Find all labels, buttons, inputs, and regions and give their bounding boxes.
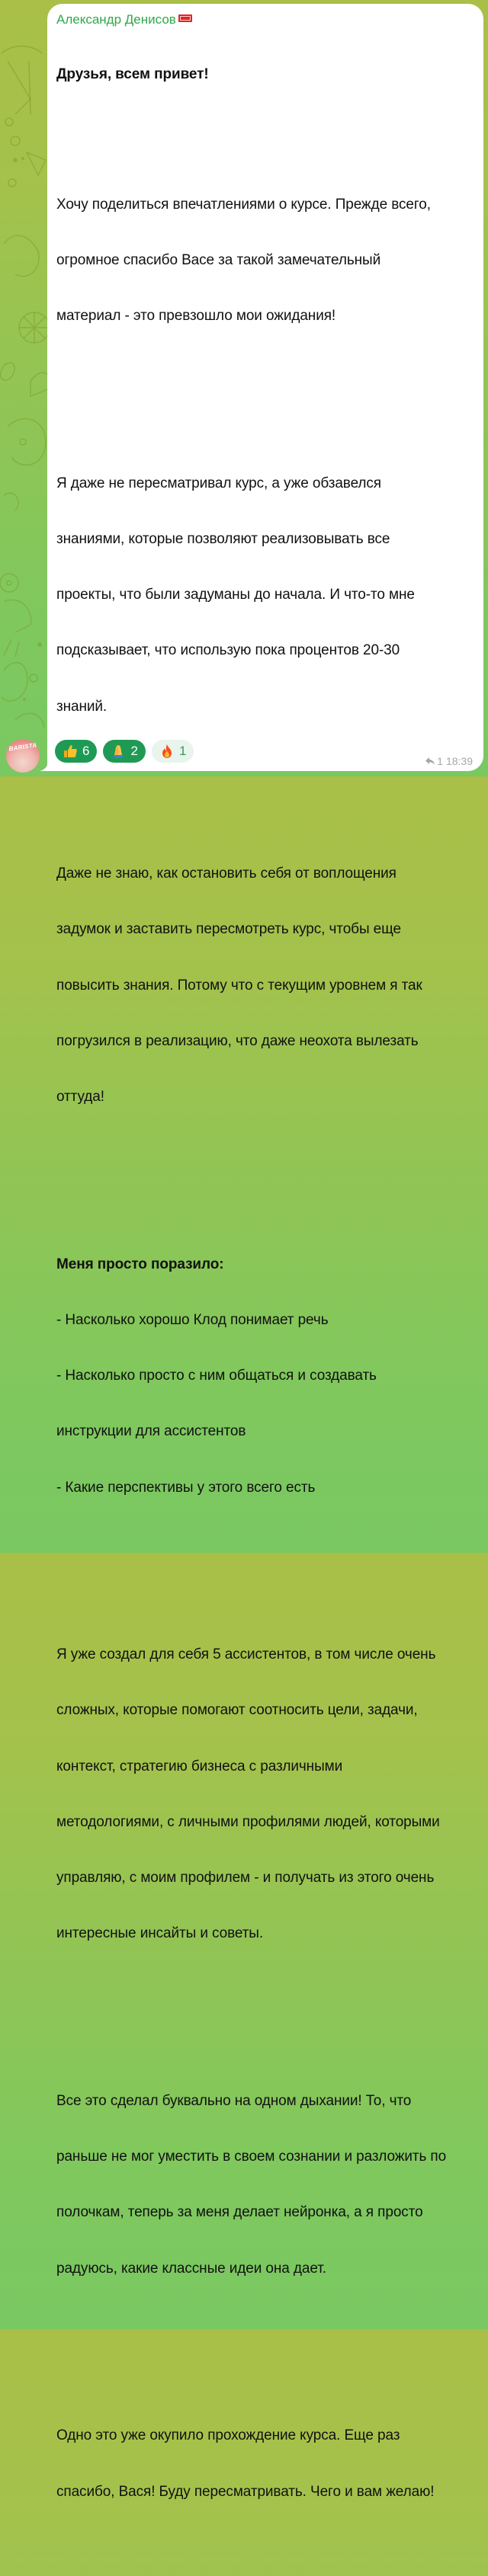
message-meta [425,755,473,767]
text-line: интересные инсайты и советы. [56,1925,264,1942]
message-time: 18:39 [445,755,473,767]
text-line: подсказывает, что использую пока процентов 20-30 [56,642,400,659]
text-line: Все это сделал буквально на одном дыхании! То, что [56,2093,412,2109]
text-line: огромное спасибо Васе за такой замечательный [56,251,381,268]
paragraph-1 [56,158,470,363]
avatar-label: BARISTA [8,741,37,753]
text-line: погрузился в реализацию, что даже неохота вылезать [56,1032,419,1049]
list-item: - Насколько хорошо Клод понимает речь [56,1311,329,1328]
message-text [56,28,470,2576]
paragraph-4 [56,1218,470,1534]
paragraph-7 [56,2389,470,2538]
text-line: методологиями, с личными профилями людей, которыми [56,1813,440,1830]
fire-icon [159,744,175,759]
status-badge [178,14,192,22]
text-line: Даже не знаю, как остановить себя от воплощения [56,866,396,882]
text-line: Хочу поделиться впечатлениями о курсе. Прежде всего, [56,196,431,213]
message-bubble[interactable] [47,4,483,2500]
text-line: спасибо, Вася! Буду пересматривать. Чего и вам желаю! [56,2483,435,2500]
text-line: полочкам, теперь за меня делает нейронка, а я просто [56,2204,423,2221]
text-line: оттуда! [56,1089,104,1106]
list-item: инструкции для ассистентов [56,1423,246,1440]
reaction-folded-hands[interactable] [103,740,145,763]
list-heading: Меня просто поразило: [56,1256,224,1272]
paragraph-3 [56,827,470,1144]
text-line: задумок и заставить пересмотреть курс, чтобы еще [56,921,401,938]
reaction-thumbs-up[interactable] [55,740,97,763]
paragraph-6 [56,2055,470,2315]
text-line: раньше не мог уместить в своем сознании и разложить по [56,2149,447,2165]
text-line: Я уже создал для себя 5 ассистентов, в том числе очень [56,1646,436,1663]
text-line: Одно это уже окупило прохождение курса. Еще раз [56,2427,400,2444]
text-line: материал - это превзошло мои ожидания! [56,308,336,325]
reactions-bar [55,740,194,763]
reaction-count: 2 [130,744,138,758]
text-line: повысить знания. Потому что с текущим уровнем я так [56,977,422,994]
paragraph-5 [56,1608,470,1980]
thumbs-up-icon [63,744,78,759]
reaction-count: 1 [178,744,187,758]
text-line: Я даже не пересматривал курс, а уже обзавелся [56,475,381,491]
reply-icon[interactable] [425,757,435,766]
text-line: проекты, что были задуманы до начала. И что-то мне [56,587,415,603]
text-line: знаниями, которые позволяют реализовывать все [56,530,390,547]
text-line: контекст, стратегию бизнеса с различными [56,1758,343,1774]
avatar[interactable] [6,739,40,773]
text-line: знаний. [56,698,108,715]
reply-count[interactable]: 1 [437,755,443,767]
reaction-fire[interactable] [152,740,194,763]
greeting: Друзья, всем привет! [56,66,209,82]
text-line: управляю, с моим профилем - и получать из этого очень [56,1870,435,1886]
text-line: радуюсь, какие классные идеи она дает. [56,2260,326,2277]
folded-hands-icon [111,744,126,759]
paragraph-2 [56,437,470,754]
list-item: - Насколько просто с ним общаться и создавать [56,1368,377,1384]
sender-name[interactable]: Александр Денисов [56,12,176,27]
reaction-count: 6 [82,744,90,758]
text-line: сложных, которые помогают соотносить цели, задачи, [56,1702,418,1719]
sender-row [56,11,470,28]
list-item: - Какие перспективы у этого всего есть [56,1479,316,1496]
